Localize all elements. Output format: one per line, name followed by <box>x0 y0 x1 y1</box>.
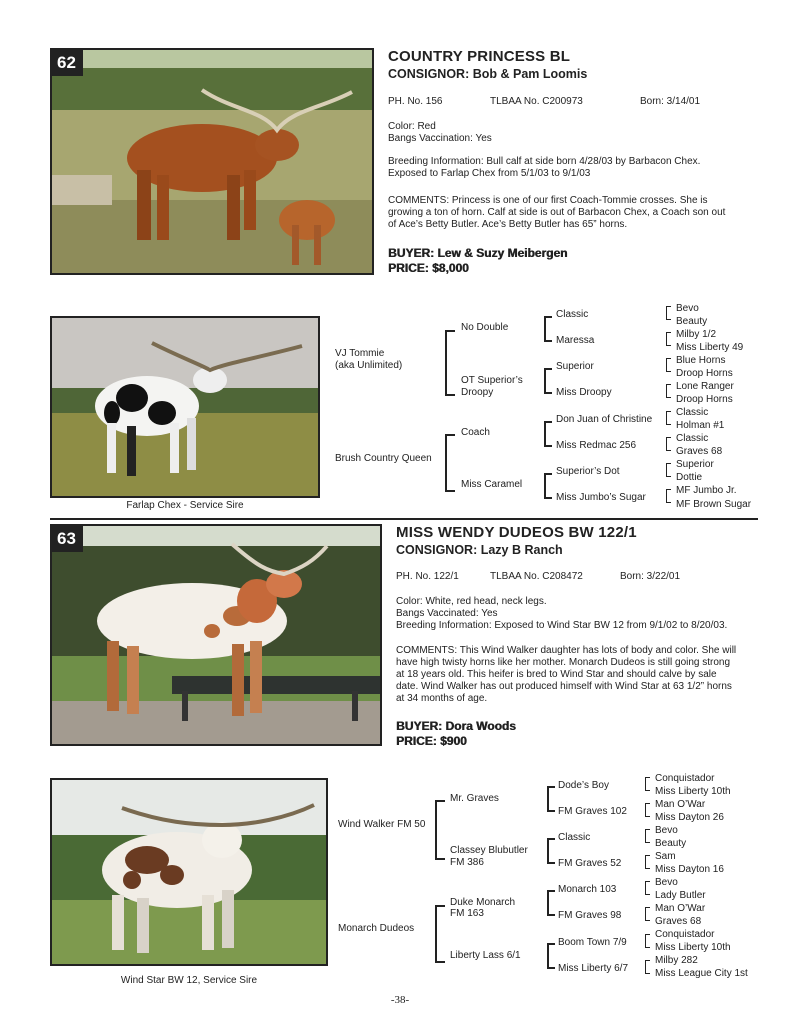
lot62-bracket-g2d <box>544 473 552 499</box>
lot63-ped-g2-1b: FM 386 <box>450 857 484 868</box>
lot62-born: Born: 3/14/01 <box>640 96 701 107</box>
lot63-bracket-g3b <box>645 803 650 817</box>
lot62-bracket-g3g <box>666 463 671 477</box>
lot62-sire-photo <box>50 316 320 498</box>
lot62-price: PRICE: $8,000 <box>388 261 469 275</box>
lot62-tlbaa-no: TLBAA No. C200973 <box>490 96 583 107</box>
lot63-ped-g4-2: Man O’War <box>655 799 706 810</box>
lot62-color: Color: Red <box>388 121 436 132</box>
lot63-bracket-g1b <box>435 905 445 963</box>
lot62-bracket-g3h <box>666 489 671 503</box>
lot62-bracket-g3f <box>666 437 671 451</box>
lot62-consignor: CONSIGNOR: Bob & Pam Loomis <box>388 67 588 81</box>
lot62-buyer: BUYER: Lew & Suzy Meibergen <box>388 246 568 260</box>
lot62-bracket-g1b <box>445 434 455 492</box>
lot63-ped-g3-6: Boom Town 7/9 <box>558 937 627 948</box>
lot63-comments-line3: at 18 years old. This heifer is bred to Wind Star and should calve by sale <box>396 669 717 680</box>
lot63-comments-line1: COMMENTS: This Wind Walker daughter has lots of body and color. She will <box>396 645 737 656</box>
lot63-name: MISS WENDY DUDEOS BW 122/1 <box>396 524 637 541</box>
lot62-ped-g4-11: Graves 68 <box>676 446 723 457</box>
lot63-ped-g3-5: FM Graves 98 <box>558 910 622 921</box>
lot63-ped-g3-0: Dode’s Boy <box>558 780 609 791</box>
lot62-ped-g4-2: Milby 1/2 <box>676 329 717 340</box>
lot63-bracket-g3c <box>645 829 650 843</box>
lot63-bracket-g2d <box>547 943 555 969</box>
lot63-price: PRICE: $900 <box>396 734 467 748</box>
lot63-bracket-g3f <box>645 907 650 921</box>
lot62-bracket-g3a <box>666 306 671 320</box>
lot62-ped-g2-0: No Double <box>461 322 509 333</box>
lot63-born: Born: 3/22/01 <box>620 571 681 582</box>
lot62-ped-g3-6: Superior’s Dot <box>556 466 620 477</box>
lot62-ped-g4-15: MF Brown Sugar <box>676 499 752 510</box>
lot62-breeding-line1: Breeding Information: Bull calf at side born 4/28/03 by Barbacon Chex. <box>388 156 701 167</box>
lot63-ped-g4-0: Conquistador <box>655 773 715 784</box>
lot62-name: COUNTRY PRINCESS BL <box>388 48 571 65</box>
page-number: -38- <box>390 994 410 1006</box>
lot62-ped-g4-1: Beauty <box>676 316 708 327</box>
lot62-bracket-g2b <box>544 368 552 394</box>
lot62-ped-g4-3: Miss Liberty 49 <box>676 342 744 353</box>
lot62-ped-g4-10: Classic <box>676 433 709 444</box>
lot62-ped-g4-8: Classic <box>676 407 709 418</box>
lot63-bracket-g2b <box>547 838 555 864</box>
lot63-buyer: BUYER: Dora Woods <box>396 719 516 733</box>
lot62-ped-g4-4: Blue Horns <box>676 355 726 366</box>
lot63-comments-line2: have high twisty horns like her mother. Monarch Dudeos is still going strong <box>396 657 731 668</box>
lot63-ped-g4-6: Sam <box>655 851 676 862</box>
lot62-ped-g4-6: Lone Ranger <box>676 381 734 392</box>
lot62-ped-g3-2: Superior <box>556 361 594 372</box>
lot62-comments-line1: COMMENTS: Princess is one of our first Coach-Tommie crosses. She is <box>388 195 708 206</box>
lot62-ped-g2-1: OT Superior’s <box>461 375 523 386</box>
lot63-comments-line4: date. Wind Walker has out produced himself with Wind Star at 63 1/2” horns <box>396 681 732 692</box>
lot63-ped-g4-13: Miss Liberty 10th <box>655 942 731 953</box>
lot63-bracket-g2c <box>547 890 555 916</box>
lot62-ped-g3-4: Don Juan of Christine <box>556 414 653 425</box>
lot63-ped-g4-8: Bevo <box>655 877 678 888</box>
lot63-bracket-g1a <box>435 800 445 860</box>
lot63-ped-g2-3: Liberty Lass 6/1 <box>450 950 521 961</box>
lot62-ped-sire: VJ Tommie <box>335 348 385 359</box>
lot62-ped-g4-9: Holman #1 <box>676 420 725 431</box>
lot62-comments-line3: of Ace’s Betty Butler. Ace’s Betty Butler has 65” horns. <box>388 219 628 230</box>
lot63-bracket-g3d <box>645 855 650 869</box>
lot63-sire-image <box>52 780 326 964</box>
lot63-bracket-g3h <box>645 960 650 974</box>
lot62-ped-g2-2: Coach <box>461 427 490 438</box>
lot63-bracket-g3e <box>645 881 650 895</box>
lot62-cow-photo <box>50 48 374 275</box>
lot63-breeding-line1: Breeding Information: Exposed to Wind Star BW 12 from 9/1/02 to 8/20/03. <box>396 620 728 631</box>
lot63-comments-line5: at 34 months of age. <box>396 693 488 704</box>
lot62-ped-g4-5: Droop Horns <box>676 368 733 379</box>
lot62-cow-image <box>52 50 372 273</box>
lot63-ped-g4-15: Miss League City 1st <box>655 968 748 979</box>
lot62-bracket-g3e <box>666 411 671 425</box>
lot62-breeding-line2: Exposed to Farlap Chex from 5/1/03 to 9/1/03 <box>388 168 591 179</box>
lot63-consignor: CONSIGNOR: Lazy B Ranch <box>396 543 563 557</box>
lot62-ped-g3-3: Miss Droopy <box>556 387 612 398</box>
lot63-ped-g4-7: Miss Dayton 16 <box>655 864 724 875</box>
lot63-ped-g2-1: Classey Blubutler <box>450 845 528 856</box>
lot62-ped-g3-5: Miss Redmac 256 <box>556 440 637 451</box>
lot63-sire-photo <box>50 778 328 966</box>
lot62-sire-image <box>52 318 318 496</box>
lot63-bracket-g3a <box>645 777 650 791</box>
lot62-bracket-g2c <box>544 421 552 447</box>
lot62-ped-g4-14: MF Jumbo Jr. <box>676 485 737 496</box>
lot63-ped-dam: Monarch Dudeos <box>338 923 415 934</box>
lot62-ped-g4-13: Dottie <box>676 472 703 483</box>
lot62-bracket-g3b <box>666 332 671 346</box>
lot63-bracket-g3g <box>645 934 650 948</box>
lot62-ped-dam: Brush Country Queen <box>335 453 432 464</box>
lot62-ped-g2-3: Miss Caramel <box>461 479 523 490</box>
lot62-ped-g4-12: Superior <box>676 459 714 470</box>
lot62-ph-no: PH. No. 156 <box>388 96 443 107</box>
lot63-cow-photo <box>50 524 382 746</box>
lot63-ped-g3-3: FM Graves 52 <box>558 858 622 869</box>
lot62-sire-caption: Farlap Chex - Service Sire <box>126 500 244 511</box>
lot63-ped-g4-9: Lady Butler <box>655 890 706 901</box>
lot63-ped-g4-1: Miss Liberty 10th <box>655 786 731 797</box>
lot62-ped-g2-1b: Droopy <box>461 387 494 398</box>
lot62-bracket-g2a <box>544 316 552 342</box>
lot62-ped-g3-0: Classic <box>556 309 589 320</box>
lot63-ph-no: PH. No. 122/1 <box>396 571 459 582</box>
lot62-bracket-g3d <box>666 384 671 398</box>
lot63-ped-g3-7: Miss Liberty 6/7 <box>558 963 629 974</box>
lot62-number-badge: 62 <box>52 50 83 76</box>
lot62-bracket-g3c <box>666 358 671 372</box>
lot63-ped-sire: Wind Walker FM 50 <box>338 819 426 830</box>
lot63-ped-g4-14: Milby 282 <box>655 955 698 966</box>
lot62-ped-sire-aka: (aka Unlimited) <box>335 360 403 371</box>
lot63-ped-g2-2: Duke Monarch <box>450 897 516 908</box>
lot63-ped-g4-4: Bevo <box>655 825 678 836</box>
lot62-comments-line2: growing a ton of horn. Calf at side is out of Barbacon Chex, a Coach son out <box>388 207 726 218</box>
lot63-tlbaa-no: TLBAA No. C208472 <box>490 571 583 582</box>
lot63-ped-g2-2b: FM 163 <box>450 908 484 919</box>
lot62-bangs: Bangs Vaccination: Yes <box>388 133 492 144</box>
lot62-ped-g3-7: Miss Jumbo’s Sugar <box>556 492 646 503</box>
lot62-bracket-g1a <box>445 330 455 396</box>
lot62-ped-g3-1: Maressa <box>556 335 595 346</box>
lot-divider <box>50 518 758 520</box>
lot63-ped-g4-11: Graves 68 <box>655 916 702 927</box>
lot63-number-badge: 63 <box>52 526 83 552</box>
lot63-ped-g4-10: Man O’War <box>655 903 706 914</box>
lot63-ped-g3-4: Monarch 103 <box>558 884 617 895</box>
lot63-bracket-g2a <box>547 786 555 812</box>
lot63-color: Color: White, red head, neck legs. <box>396 596 547 607</box>
lot63-bangs: Bangs Vaccinated: Yes <box>396 608 498 619</box>
lot63-ped-g2-0: Mr. Graves <box>450 793 499 804</box>
lot63-ped-g4-12: Conquistador <box>655 929 715 940</box>
lot63-ped-g4-3: Miss Dayton 26 <box>655 812 724 823</box>
lot62-ped-g4-0: Bevo <box>676 303 699 314</box>
lot62-ped-g4-7: Droop Horns <box>676 394 733 405</box>
lot63-cow-image <box>52 526 380 744</box>
lot63-ped-g4-5: Beauty <box>655 838 687 849</box>
lot63-ped-g3-2: Classic <box>558 832 591 843</box>
lot63-ped-g3-1: FM Graves 102 <box>558 806 627 817</box>
lot63-sire-caption: Wind Star BW 12, Service Sire <box>120 975 258 986</box>
